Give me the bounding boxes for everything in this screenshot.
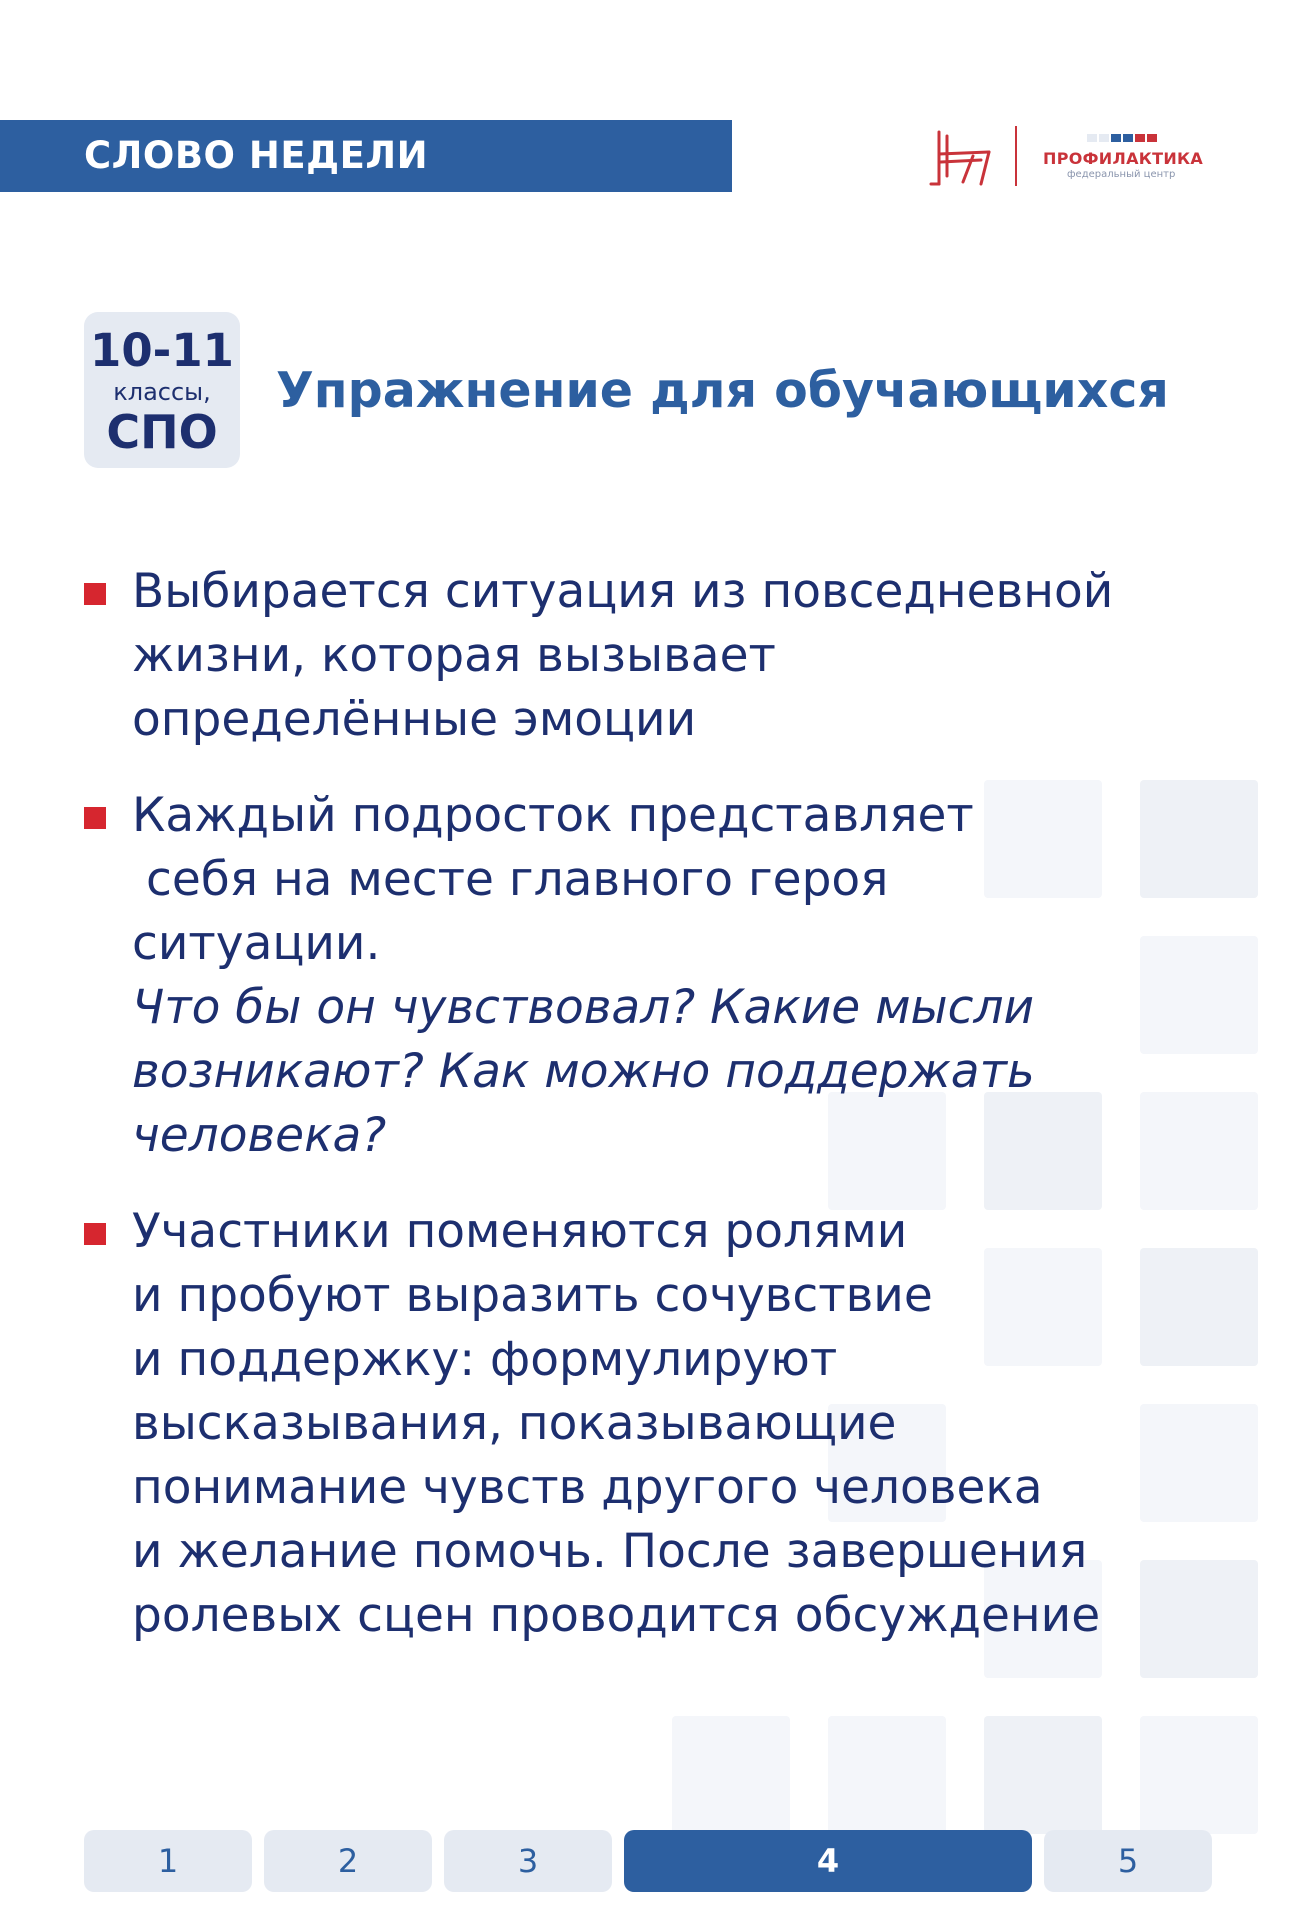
- page-button-2[interactable]: 2: [264, 1830, 432, 1892]
- page-button-1[interactable]: 1: [84, 1830, 252, 1892]
- bullet-marker: [84, 583, 106, 605]
- list-item-line: жизни, которая вызывает: [132, 628, 776, 683]
- grade-classes-label: классы,: [113, 378, 211, 406]
- list-item-italic-line: человека?: [132, 1108, 387, 1163]
- list-item-line: и желание помочь. После завершения: [132, 1524, 1088, 1579]
- list-item-line: определённые эмоции: [132, 692, 697, 747]
- logo: [925, 122, 1225, 188]
- background-square: [672, 1716, 790, 1834]
- list-item: [132, 784, 1232, 1168]
- list-item-line: понимание чувств другого человека: [132, 1460, 1043, 1515]
- chair-logo-icon: [929, 126, 999, 188]
- list-item-italic-line: возникают? Как можно поддержать: [132, 1044, 1035, 1099]
- list-item-line: и поддержку: формулируют: [132, 1332, 838, 1387]
- page-button-4-active[interactable]: 4: [624, 1830, 1032, 1892]
- grade-badge: [84, 312, 240, 468]
- bullet-marker: [84, 1223, 106, 1245]
- list-item-line: и пробуют выразить сочувствие: [132, 1268, 933, 1323]
- logo-divider: [1015, 126, 1017, 186]
- list-item: [132, 1200, 1232, 1648]
- list-item-italic-line: Что бы он чувствовал? Какие мысли: [132, 980, 1035, 1035]
- list-item-line: Выбирается ситуация из повседневной: [132, 564, 1114, 619]
- grade-range: 10-11: [90, 324, 234, 377]
- logo-subtitle: федеральный центр: [1067, 169, 1176, 180]
- logo-name: ПРОФИЛАКТИКА: [1043, 149, 1204, 168]
- bullet-marker: [84, 807, 106, 829]
- list-item-line: ролевых сцен проводится обсуждение: [132, 1588, 1101, 1643]
- list-item-line: Каждый подросток представляет: [132, 788, 974, 843]
- page-button-5[interactable]: 5: [1044, 1830, 1212, 1892]
- list-item-line: высказывания, показывающие: [132, 1396, 897, 1451]
- header-title: СЛОВО НЕДЕЛИ: [84, 134, 429, 177]
- background-square: [828, 1716, 946, 1834]
- grade-spo: СПО: [106, 405, 218, 459]
- background-square: [1140, 1716, 1258, 1834]
- page-button-3[interactable]: 3: [444, 1830, 612, 1892]
- background-square: [984, 1716, 1102, 1834]
- list-item-line: ситуации.: [132, 916, 381, 971]
- list-item-line: Участники поменяются ролями: [132, 1204, 908, 1259]
- list-item: [132, 560, 1232, 752]
- list-item-line: себя на месте главного героя: [146, 852, 889, 907]
- header-bar: [0, 120, 732, 192]
- section-title: Упражнение для обучающихся: [276, 362, 1169, 419]
